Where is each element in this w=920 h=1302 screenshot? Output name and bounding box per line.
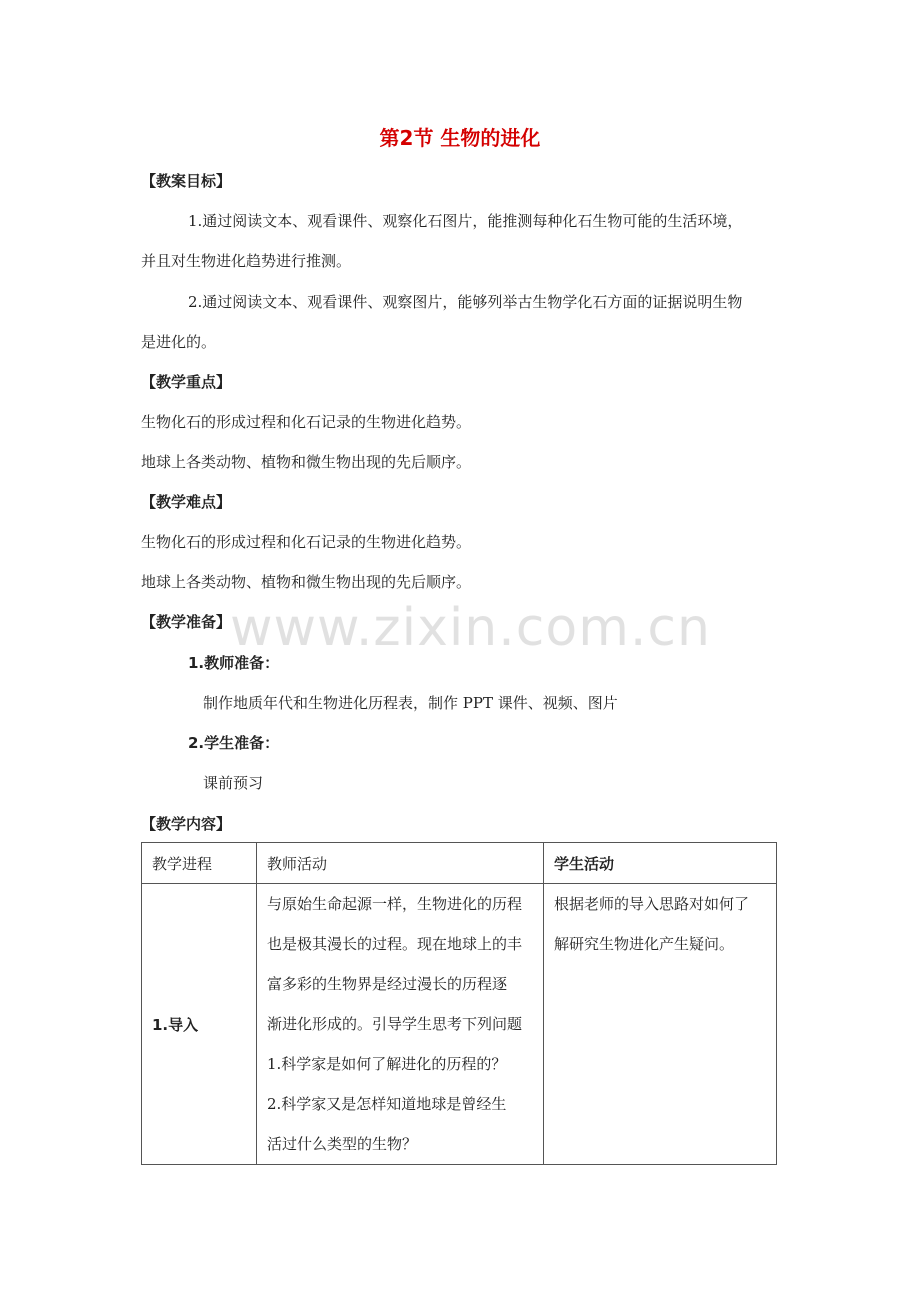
teacher-activity-cell <box>257 884 544 1165</box>
student-prep-label: 2.学生准备： <box>188 734 280 752</box>
teacher-activity-line: 与原始生命起源一样，生物进化的历程 <box>267 895 523 913</box>
header-stage: 教学进程 <box>142 843 257 884</box>
teacher-activity-line: 渐进化形成的。引导学生思考下列问题 <box>267 1015 523 1033</box>
teacher-activity-line: 也是极其漫长的过程。现在地球上的丰 <box>267 935 523 953</box>
objectives-heading: 【教案目标】 <box>141 172 232 190</box>
teacher-activity-line: 2.科学家又是怎样知道地球是曾经生 <box>267 1095 507 1113</box>
table-row <box>142 884 777 1165</box>
teacher-activity-line: 富多彩的生物界是经过漫长的历程逐 <box>267 975 508 993</box>
header-teacher-activity: 教师活动 <box>257 843 544 884</box>
objective-1-line-1: 1.通过阅读文本、观看课件、观察化石图片，能推测每种化石生物可能的生活环境， <box>188 212 743 230</box>
lesson-table <box>141 842 777 1165</box>
header-student-activity: 学生活动 <box>544 843 777 884</box>
teacher-activity-line: 活过什么类型的生物？ <box>267 1135 418 1153</box>
student-activity-cell <box>544 884 777 1165</box>
difficulty-1: 生物化石的形成过程和化石记录的生物进化趋势。 <box>141 533 472 551</box>
student-activity-line: 解研究生物进化产生疑问。 <box>554 935 735 953</box>
teacher-prep-text: 制作地质年代和生物进化历程表，制作 PPT 课件、视频、图片 <box>203 694 618 712</box>
page-title: 第2节 生物的进化 <box>379 126 541 150</box>
objective-1-line-2: 并且对生物进化趋势进行推测。 <box>141 252 352 270</box>
teacher-prep-label: 1.教师准备： <box>188 654 280 672</box>
stage-cell: 1.导入 <box>142 884 257 1165</box>
difficulties-heading: 【教学难点】 <box>141 493 232 511</box>
key-point-1: 生物化石的形成过程和化石记录的生物进化趋势。 <box>141 413 472 431</box>
preparation-heading: 【教学准备】 <box>141 613 232 631</box>
student-activity-line: 根据老师的导入思路对如何了 <box>554 895 750 913</box>
content-heading: 【教学内容】 <box>141 815 232 833</box>
difficulty-2: 地球上各类动物、植物和微生物出现的先后顺序。 <box>141 573 472 591</box>
objective-2-line-1: 2.通过阅读文本、观看课件、观察图片，能够列举古生物学化石方面的证据说明生物 <box>188 293 743 311</box>
table-header-row <box>142 843 777 884</box>
objective-2-line-2: 是进化的。 <box>141 333 217 351</box>
student-prep-text: 课前预习 <box>203 774 264 792</box>
teacher-activity-line: 1.科学家是如何了解进化的历程的？ <box>267 1055 507 1073</box>
watermark: www.zixin.com.cn <box>230 598 711 658</box>
key-point-2: 地球上各类动物、植物和微生物出现的先后顺序。 <box>141 453 472 471</box>
key-points-heading: 【教学重点】 <box>141 373 232 391</box>
